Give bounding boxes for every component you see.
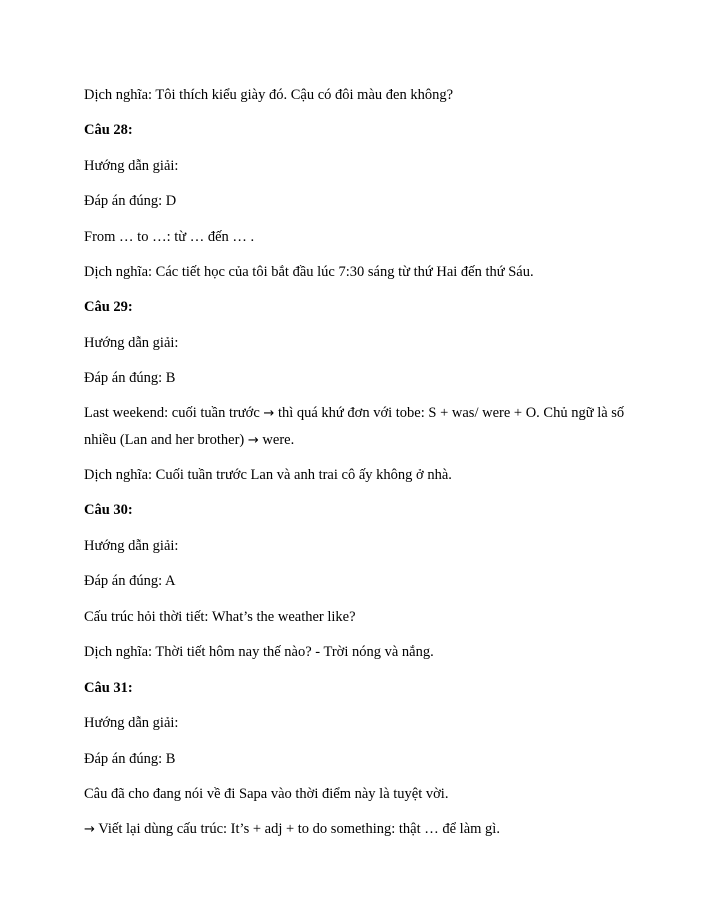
answer-line: Đáp án đúng: A	[84, 573, 176, 589]
guide-label: Hướng dẫn giải:	[84, 538, 179, 554]
answer-line: Đáp án đúng: D	[84, 193, 177, 209]
explanation-text: Last weekend: cuối tuần trước	[84, 405, 260, 421]
right-arrow-icon: →	[247, 433, 259, 448]
question-heading-31: Câu 31:	[84, 680, 133, 696]
question-heading-29: Câu 29:	[84, 299, 133, 315]
question-heading-28: Câu 28:	[84, 122, 133, 138]
explanation-line: From … to …: từ … đến … .	[84, 229, 255, 245]
explanation-text: were.	[262, 432, 295, 448]
explanation-paragraph	[84, 400, 636, 454]
translation-line: Dịch nghĩa: Cuối tuần trước Lan và anh trai cô ấy không ở nhà.	[84, 467, 452, 483]
rewrite-line	[84, 820, 644, 839]
translation-line: Dịch nghĩa: Thời tiết hôm nay thế nào? - Trời nóng và nắng.	[84, 644, 434, 660]
guide-label: Hướng dẫn giải:	[84, 715, 179, 731]
right-arrow-icon: →	[263, 406, 275, 421]
guide-label: Hướng dẫn giải:	[84, 158, 179, 174]
explanation-line: Cấu trúc hỏi thời tiết: What’s the weather like?	[84, 609, 356, 625]
right-arrow-icon: →	[84, 822, 95, 837]
guide-label: Hướng dẫn giải:	[84, 335, 179, 351]
rewrite-text: Viết lại dùng cấu trúc: It’s + adj + to do something: thật … để làm gì.	[98, 821, 500, 837]
translation-line: Dịch nghĩa: Các tiết học của tôi bắt đầu lúc 7:30 sáng từ thứ Hai đến thứ Sáu.	[84, 264, 534, 280]
answer-line: Đáp án đúng: B	[84, 370, 176, 386]
explanation-line: Câu đã cho đang nói về đi Sapa vào thời điểm này là tuyệt vời.	[84, 786, 449, 802]
answer-line: Đáp án đúng: B	[84, 751, 176, 767]
translation-line: Dịch nghĩa: Tôi thích kiểu giày đó. Cậu có đôi màu đen không?	[84, 87, 454, 103]
explanation-text: thì quá khứ đơn với tobe: S + was/ were + O. Chủ ngữ là số nhiều (Lan and her brother)	[84, 405, 625, 448]
question-heading-30: Câu 30:	[84, 502, 133, 518]
